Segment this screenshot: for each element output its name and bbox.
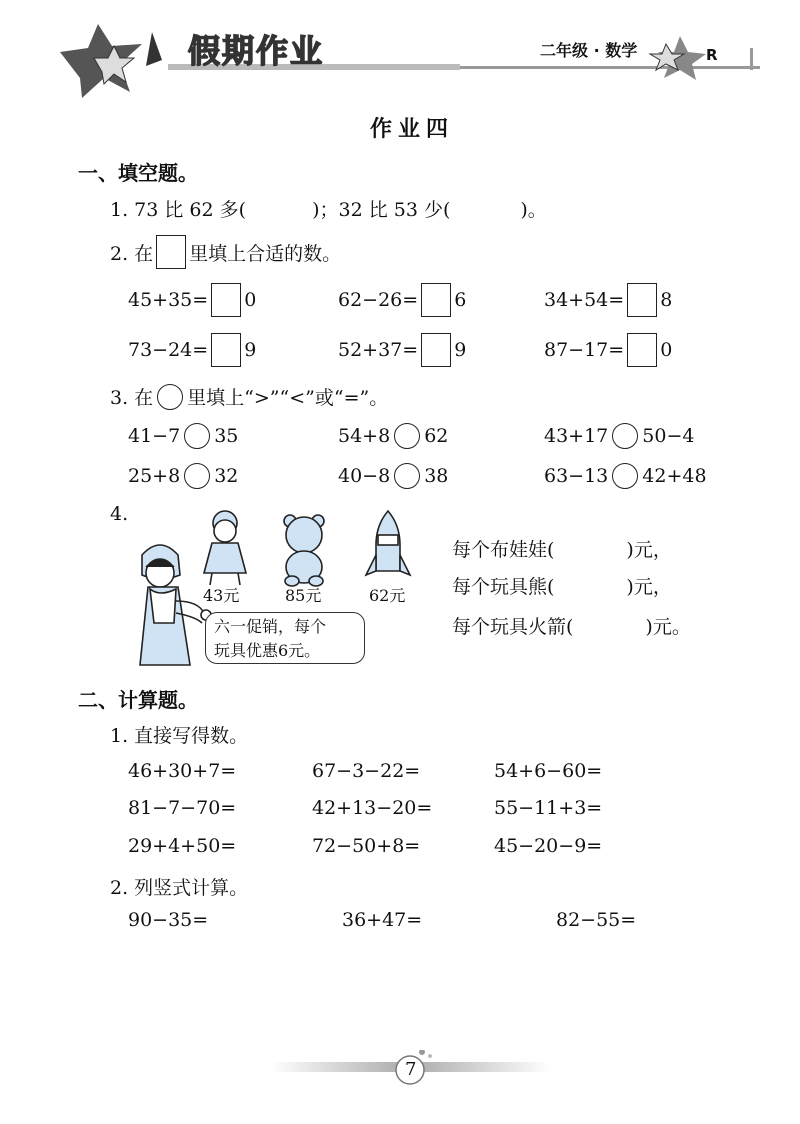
q4-number: 4. [110,503,129,525]
q2-expr: 45+35= [128,289,209,311]
q2-item [544,283,672,317]
answer-box[interactable] [421,283,451,317]
answer-box[interactable] [211,283,241,317]
section-heading-fill-in: 一、填空题。 [78,161,198,185]
answer-circle-icon [157,384,183,410]
answer-box[interactable] [627,333,657,367]
question-3-instruction [110,383,388,410]
calc-item: 67−3−22= [312,760,421,782]
girl-icon [140,545,211,665]
vertical-calc-item: 90−35= [128,909,209,931]
question-2-instruction [110,235,341,269]
q3-item [338,463,448,489]
header-decoration [60,18,760,103]
calc-item: 46+30+7= [128,760,237,782]
compare-circle[interactable] [184,423,210,449]
q4-answer-text-b: )元， [626,576,672,598]
q2-text-a: 2. 在 [110,242,154,265]
q3-right: 42+48 [642,465,707,487]
q3-item [338,423,448,449]
compare-circle[interactable] [612,423,638,449]
vertical-calc-item: 36+47= [342,909,423,931]
grade-subject: 二年级 · 数学 [540,41,638,60]
q1-text-b: )；32 比 53 少( [312,199,451,221]
q2-expr: 52+37= [338,339,419,361]
compare-circle[interactable] [612,463,638,489]
q4-answer [452,535,672,562]
q3-text-b: 里填上“>”“<”或“=”。 [187,387,389,409]
question-1 [110,195,547,222]
compare-circle[interactable] [394,423,420,449]
calc-item: 54+6−60= [494,760,603,782]
teddy-bear-icon [284,515,324,586]
q1-text-a: 1. 73 比 62 多( [110,199,247,221]
answer-box[interactable] [211,333,241,367]
q2-suffix: 8 [660,289,673,311]
q3-right: 35 [214,425,239,447]
q2-item [128,333,256,367]
q3-item [128,463,238,489]
q3-right: 50−4 [642,425,695,447]
q2-expr: 62−26= [338,289,419,311]
q2-suffix: 9 [244,339,257,361]
calc-item: 72−50+8= [312,835,421,857]
edition-badge: R [706,46,718,64]
answer-box[interactable] [627,283,657,317]
s2-q2-label: 2. 列竖式计算。 [110,877,249,899]
q2-item [544,333,672,367]
page-title: 作业四 [370,116,455,142]
price-rocket: 62元 [369,586,406,605]
rocket-icon [366,511,410,575]
section-heading-calculation: 二、计算题。 [78,688,198,712]
price-doll: 43元 [203,586,240,605]
answer-box-icon [156,235,186,269]
q1-text-c: )。 [520,199,547,221]
q3-left: 54+8 [338,425,391,447]
speech-bubble [205,612,365,664]
q2-text-b: 里填上合适的数。 [189,242,342,265]
calc-item: 29+4+50= [128,835,237,857]
q3-text-a: 3. 在 [110,387,154,409]
q3-right: 62 [424,425,449,447]
calc-item: 81−7−70= [128,797,237,819]
q3-left: 63−13 [544,465,609,487]
price-bear: 85元 [285,586,322,605]
q3-right: 32 [214,465,239,487]
doll-icon [204,511,246,585]
s2-q1-label: 1. 直接写得数。 [110,725,249,747]
compare-circle[interactable] [394,463,420,489]
q2-suffix: 0 [244,289,257,311]
q4-answer-text-a: 每个布娃娃( [452,539,555,561]
q3-left: 40−8 [338,465,391,487]
vertical-calc-item: 82−55= [556,909,637,931]
q2-expr: 34+54= [544,289,625,311]
q2-suffix: 0 [660,339,673,361]
q3-item [128,423,238,449]
calc-item: 55−11+3= [494,797,603,819]
answer-box[interactable] [421,333,451,367]
q3-left: 43+17 [544,425,609,447]
q2-suffix: 6 [454,289,467,311]
q3-left: 41−7 [128,425,181,447]
bubble-line-1: 六一促销，每个 [214,617,327,636]
q2-item [338,283,466,317]
q4-answer-text-a: 每个玩具熊( [452,576,555,598]
q3-item [544,463,707,489]
q2-item [128,283,256,317]
q2-suffix: 9 [454,339,467,361]
calc-item: 45−20−9= [494,835,603,857]
q4-answer-text-b: )元， [626,539,672,561]
page-number: 7 [405,1059,417,1080]
q3-left: 25+8 [128,465,181,487]
q4-answer [452,612,691,639]
q2-item [338,333,466,367]
calc-item: 42+13−20= [312,797,433,819]
compare-circle[interactable] [184,463,210,489]
q4-answer-text-b: )元。 [645,616,691,638]
bubble-line-2: 玩具优惠6元。 [214,641,321,660]
header-title: 假期作业 [188,32,325,70]
q4-answer-text-a: 每个玩具火箭( [452,616,574,638]
q4-answer [452,572,672,599]
q2-expr: 87−17= [544,339,625,361]
q3-right: 38 [424,465,449,487]
q3-item [544,423,694,449]
q2-expr: 73−24= [128,339,209,361]
